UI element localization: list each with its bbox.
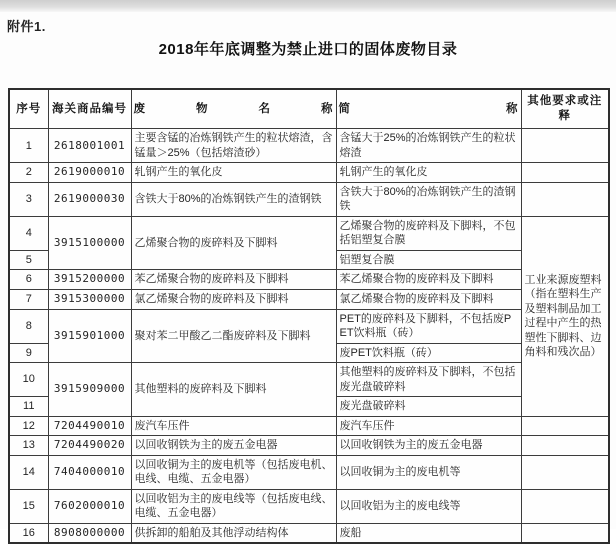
cell-name: 氯乙烯聚合物的废碎料及下脚料 (131, 289, 336, 309)
table-row (9, 309, 609, 343)
cell-brief: PET的废碎料及下脚料，不包括废PET饮料瓶（砖） (336, 309, 521, 343)
cell-brief: 废船 (336, 523, 521, 543)
attachment-label: 附件1. (7, 19, 46, 34)
cell-brief: 氯乙烯聚合物的废碎料及下脚料 (336, 289, 521, 309)
cell-code: 2619000010 (48, 163, 131, 183)
cell-seq: 1 (9, 129, 48, 163)
cell-note (521, 489, 609, 523)
cell-note (521, 455, 609, 489)
prohibited-waste-table (8, 88, 610, 544)
cell-brief: 以回收铝为主的废电线等 (336, 489, 521, 523)
cell-brief: 废光盘破碎料 (336, 397, 521, 417)
table-row (9, 163, 609, 183)
cell-brief: 乙烯聚合物的废碎料及下脚料，不包括铝塑复合膜 (336, 216, 521, 250)
cell-brief: 以回收铜为主的废电机等 (336, 455, 521, 489)
col-header-seq: 序号 (9, 89, 48, 129)
table-row (9, 216, 609, 250)
cell-name: 含铁大于80%的冶炼钢铁产生的渣钢铁 (131, 182, 336, 216)
cell-name: 乙烯聚合物的废碎料及下脚料 (131, 216, 336, 270)
cell-code: 3915200000 (48, 270, 131, 290)
cell-brief: 废汽车压件 (336, 416, 521, 436)
col-header-note: 其他要求或注释 (521, 89, 609, 129)
cell-brief: 其他塑料的废碎料及下脚料，不包括废光盘破碎料 (336, 363, 521, 397)
cell-seq: 14 (9, 455, 48, 489)
cell-seq: 4 (9, 216, 48, 250)
cell-brief: 含锰大于25%的冶炼钢铁产生的粒状熔渣 (336, 129, 521, 163)
cell-brief: 铝塑复合膜 (336, 250, 521, 270)
cell-note (521, 436, 609, 456)
col-header-name: 废物名称 (131, 89, 336, 129)
cell-seq: 10 (9, 363, 48, 397)
cell-seq: 6 (9, 270, 48, 290)
table-row (9, 436, 609, 456)
cell-note (521, 163, 609, 183)
cell-brief: 苯乙烯聚合物的废碎料及下脚料 (336, 270, 521, 290)
cell-brief: 以回收钢铁为主的废五金电器 (336, 436, 521, 456)
table-body (9, 129, 609, 543)
cell-name: 以回收铜为主的废电机等（包括废电机、电线、电缆、五金电器） (131, 455, 336, 489)
cell-name: 轧钢产生的氧化皮 (131, 163, 336, 183)
cell-code: 3915100000 (48, 216, 131, 270)
cell-seq: 8 (9, 309, 48, 343)
col-header-brief: 简称 (336, 89, 521, 129)
table-row (9, 523, 609, 543)
cell-seq: 2 (9, 163, 48, 183)
cell-name: 聚对苯二甲酸乙二酯废碎料及下脚料 (131, 309, 336, 363)
table-row (9, 270, 609, 290)
cell-seq: 3 (9, 182, 48, 216)
cell-code: 3915909000 (48, 363, 131, 417)
cell-seq: 7 (9, 289, 48, 309)
cell-seq: 13 (9, 436, 48, 456)
table-row (9, 455, 609, 489)
page-title: 2018年年底调整为禁止进口的固体废物目录 (158, 41, 458, 58)
cell-note (521, 523, 609, 543)
table-header (9, 89, 609, 129)
cell-name: 以回收钢铁为主的废五金电器 (131, 436, 336, 456)
scan-edge-band (0, 0, 616, 12)
cell-code: 7404000010 (48, 455, 131, 489)
cell-note (521, 182, 609, 216)
cell-brief: 废PET饮料瓶（砖） (336, 343, 521, 363)
cell-name: 苯乙烯聚合物的废碎料及下脚料 (131, 270, 336, 290)
cell-name: 废汽车压件 (131, 416, 336, 436)
cell-name: 以回收铝为主的废电线等（包括废电线、电缆、五金电器） (131, 489, 336, 523)
cell-note (521, 416, 609, 436)
table-row (9, 363, 609, 397)
cell-code: 7602000010 (48, 489, 131, 523)
cell-seq: 11 (9, 397, 48, 417)
cell-seq: 5 (9, 250, 48, 270)
cell-seq: 16 (9, 523, 48, 543)
table-row (9, 289, 609, 309)
cell-code: 2619000030 (48, 182, 131, 216)
cell-name: 其他塑料的废碎料及下脚料 (131, 363, 336, 417)
cell-note (521, 129, 609, 163)
header-row (9, 89, 609, 129)
cell-brief: 轧钢产生的氧化皮 (336, 163, 521, 183)
cell-note: 工业来源废塑料（指在塑料生产及塑料制品加工过程中产生的热塑性下脚料、边角料和残次品） (521, 216, 609, 416)
cell-name: 主要含锰的冶炼钢铁产生的粒状熔渣，含锰量＞25%（包括熔渣砂） (131, 129, 336, 163)
table-row (9, 489, 609, 523)
cell-seq: 9 (9, 343, 48, 363)
cell-code: 7204490020 (48, 436, 131, 456)
cell-seq: 12 (9, 416, 48, 436)
cell-code: 8908000000 (48, 523, 131, 543)
table-row (9, 416, 609, 436)
col-header-code: 海关商品编号 (48, 89, 131, 129)
cell-code: 2618001001 (48, 129, 131, 163)
cell-code: 3915901000 (48, 309, 131, 363)
table-row (9, 182, 609, 216)
cell-brief: 含铁大于80%的冶炼钢铁产生的渣钢铁 (336, 182, 521, 216)
cell-name: 供拆卸的船舶及其他浮动结构体 (131, 523, 336, 543)
cell-seq: 15 (9, 489, 48, 523)
cell-code: 7204490010 (48, 416, 131, 436)
table-row (9, 129, 609, 163)
cell-code: 3915300000 (48, 289, 131, 309)
